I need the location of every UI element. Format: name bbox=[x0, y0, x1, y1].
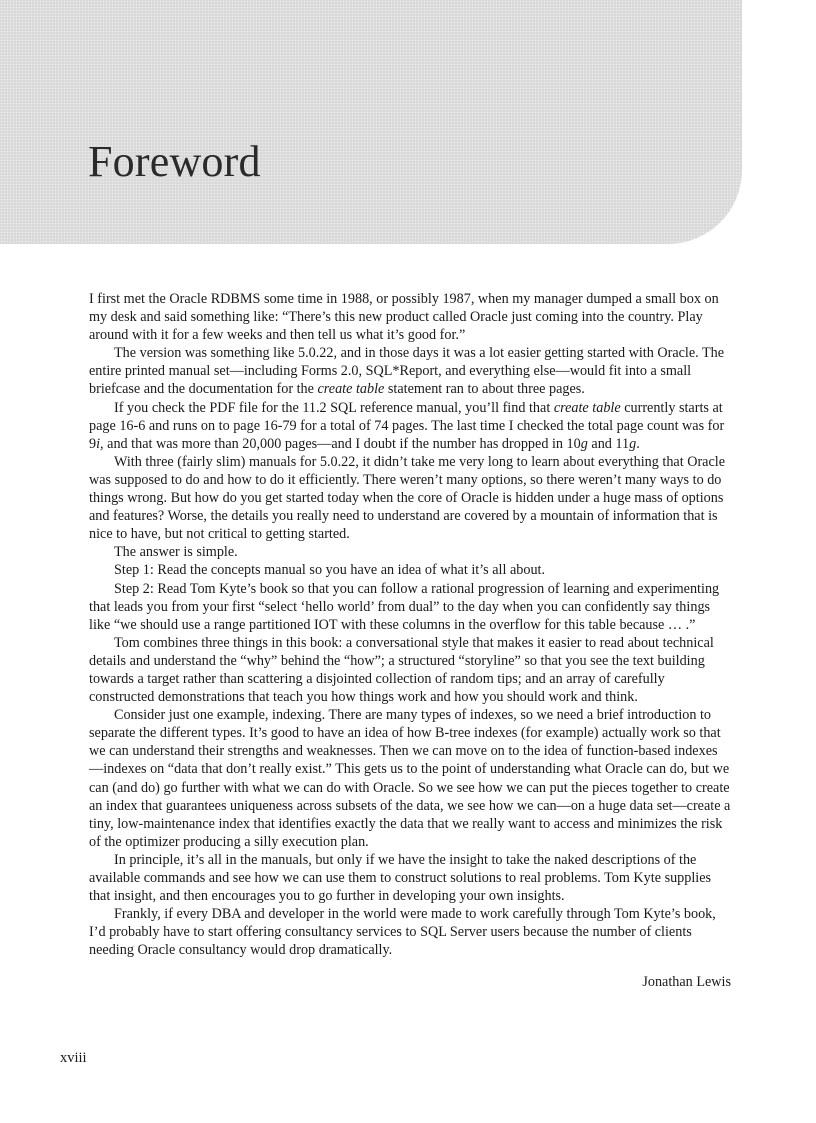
paragraph-3-emphasis-4: g bbox=[629, 435, 637, 452]
paragraph-3-emphasis-3: g bbox=[580, 435, 588, 452]
signature: Jonathan Lewis bbox=[642, 974, 731, 991]
paragraph-3 bbox=[89, 399, 731, 453]
page-number: xviii bbox=[60, 1050, 87, 1066]
paragraph-2 bbox=[89, 344, 731, 398]
paragraph-11: Frankly, if every DBA and developer in the world were made to work carefully through Tom Kyte’s book, I’d probably have to start offering consultancy services to SQL Server users because the number of clients needing Oracle consultancy would drop dramatically. bbox=[89, 906, 716, 959]
paragraph-7: Step 2: Read Tom Kyte’s book so that you can follow a rational progression of learning and experimenting that leads you from your first “select ‘hello world’ from dual” to the day when you can confidently say things like “we should use a range partitioned IOT with these columns in the overflow for this table because … .” bbox=[89, 580, 720, 633]
paragraph-3-emphasis-1: create table bbox=[553, 399, 621, 416]
paragraph-3-emphasis-2: i bbox=[96, 435, 101, 452]
paragraph-1: I first met the Oracle RDBMS some time in 1988, or possibly 1987, when my manager dumped a small box on my desk and said something like: “There’s this new product called Oracle just coming into the country. Play around with it for a few weeks and then tell us what it’s good for.” bbox=[89, 291, 719, 344]
paragraph-6: Step 1: Read the concepts manual so you have an idea of what it’s all about. bbox=[114, 562, 546, 579]
paragraph-2-end: statement ran to about three pages. bbox=[384, 381, 585, 398]
paragraph-10: In principle, it’s all in the manuals, but only if we have the insight to take the naked descriptions of the available commands and see how we can use them to construct solutions to real problems. Tom Kyte supplies that insight, and then encourages you to go further in developing your own insights. bbox=[89, 851, 712, 905]
chapter-title: Foreword bbox=[88, 137, 261, 186]
paragraph-5: The answer is simple. bbox=[114, 544, 238, 561]
paragraph-2-emphasis: create table bbox=[317, 381, 385, 398]
foreword-body bbox=[89, 290, 731, 992]
paragraph-3-mid-3: and 11 bbox=[587, 435, 630, 452]
paragraph-4: With three (fairly slim) manuals for 5.0.22, it didn’t take me very long to learn about everything that Oracle was supposed to do and how to do it efficiently. There weren’t many options, so there weren’t many ways to do things wrong. But how do you get started today when the core of Oracle is hidden under a huge mass of options and features? Worse, the details you really need to understand are covered by a mountain of information that is nice to have, but not critical to getting started. bbox=[89, 453, 726, 543]
paragraph-2-text: The version was something like 5.0.22, and in those days it was a lot easier getting started with Oracle. The entire printed manual set—including Forms 2.0, SQL*Report, and everything else—would fit into a small briefcase and the documentation for the bbox=[89, 345, 725, 398]
paragraph-9: Consider just one example, indexing. There are many types of indexes, so we need a brief introduction to separate the different types. It’s good to have an idea of how B-tree indexes (for example) actually work so that we can understand their strengths and weaknesses. Then we can move on to the idea of function-based indexes—indexes on “data that don’t really exist.” This gets us to the point of understanding what Oracle can do, but we can (and do) go further with what we can do with Oracle. So we see how we can put the pieces together to create an index that guarantees uniqueness across subsets of the data, we see how we can—on a huge data set—create a tiny, low-maintenance index that identifies exactly the data that we really want to access and minimizes the risk of the optimizer producing a silly execution plan. bbox=[89, 707, 731, 850]
paragraph-3-mid-1: currently starts at page 16-6 and runs on to page 16-79 for a total of 74 pages. The last time I checked the total page count was for 9 bbox=[89, 399, 725, 452]
chapter-header-band bbox=[0, 0, 742, 244]
paragraph-3-text: If you check the PDF file for the 11.2 SQL reference manual, you’ll find that bbox=[114, 399, 554, 416]
paragraph-3-mid-2: , and that was more than 20,000 pages—and I doubt if the number has dropped in 10 bbox=[100, 435, 581, 452]
paragraph-8: Tom combines three things in this book: a conversational style that makes it easier to read about technical details and understand the “why” behind the “how”; a structured “storyline” so that you see the text building towards a target rather than scattering a disjointed collection of random tips; and an array of carefully constructed demonstrations that teach you how things work and how you should work and think. bbox=[89, 634, 714, 706]
paragraph-3-end: . bbox=[636, 435, 640, 452]
